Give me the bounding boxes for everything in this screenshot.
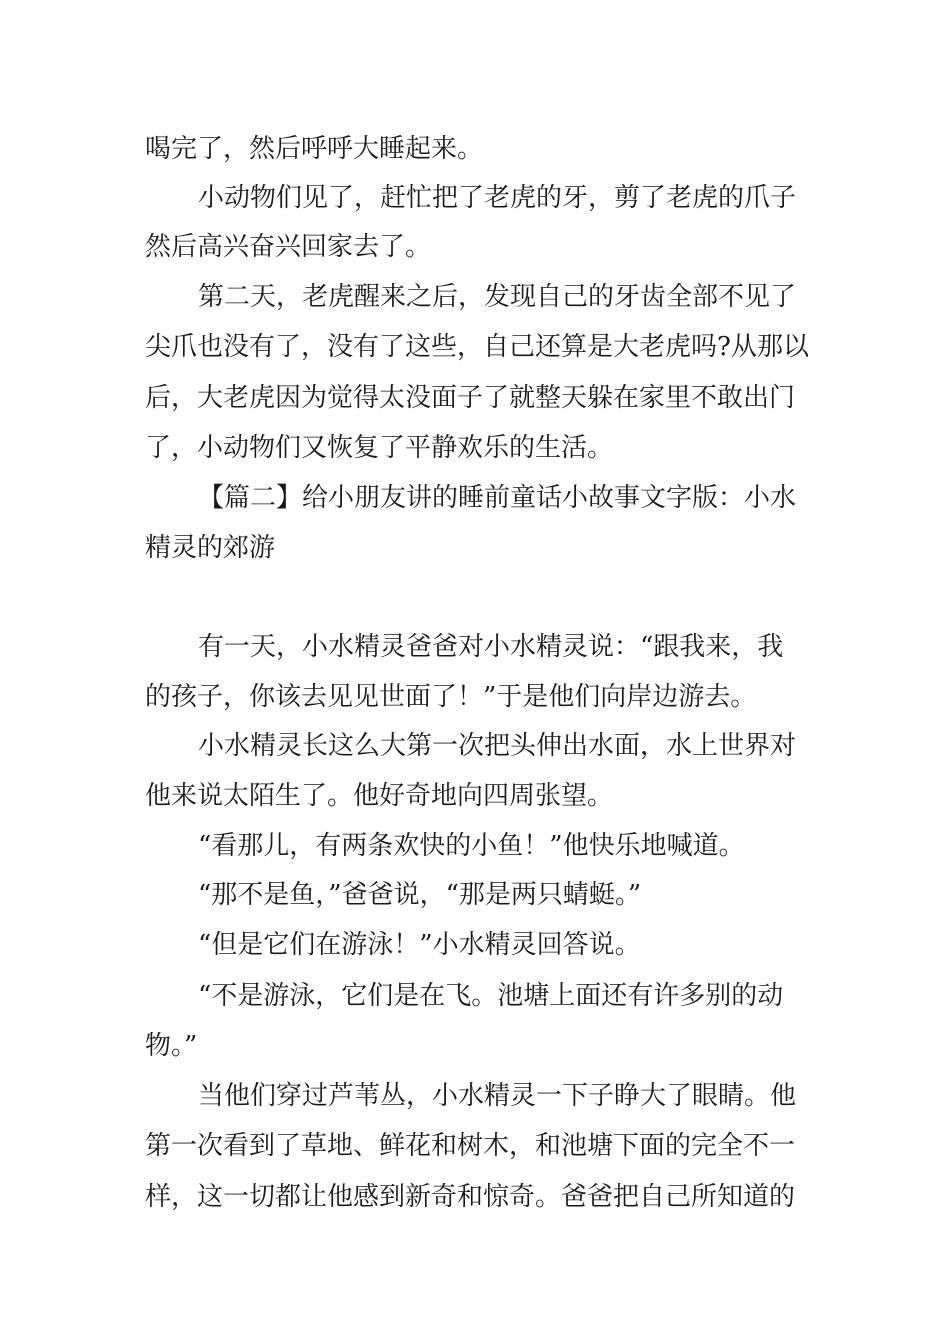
text-line: 第一次看到了草地、鲜花和树木，和池塘下面的完全不一 [145, 1131, 796, 1161]
text-line: 物。” [145, 1031, 198, 1061]
text-line: 当他们穿过芦苇丛，小水精灵一下子睁大了眼睛。他 [198, 1081, 797, 1111]
text-line: 然后高兴奋兴回家去了。 [145, 232, 432, 262]
text-line: 小动物们见了，赶忙把了老虎的牙，剪了老虎的爪子 [198, 183, 797, 213]
text-line: “看那儿，有两条欢快的小鱼！”他快乐地喊道。 [198, 831, 745, 861]
text-line: 小水精灵长这么大第一次把头伸出水面，水上世界对 [198, 731, 797, 761]
text-line: “不是游泳，它们是在飞。池塘上面还有许多别的动 [198, 981, 784, 1011]
text-line: 尖爪也没有了，没有了这些，自己还算是大老虎吗?从那以 [145, 332, 809, 362]
text-line: “那不是鱼，”爸爸说，“那是两只蜻蜓。” [198, 880, 642, 910]
text-line: 后，大老虎因为觉得太没面子了就整天躲在家里不敢出门 [145, 383, 796, 413]
text-line: “但是它们在游泳！”小水精灵回答说。 [198, 930, 641, 960]
text-line: 样，这一切都让他感到新奇和惊奇。爸爸把自己所知道的 [145, 1182, 796, 1212]
text-line: 了，小动物们又恢复了平静欢乐的生活。 [145, 433, 614, 463]
text-line: 他来说太陌生了。他好奇地向四周张望。 [145, 781, 614, 811]
section-heading: 精灵的郊游 [145, 533, 276, 563]
text-line: 有一天，小水精灵爸爸对小水精灵说：“跟我来，我 [198, 632, 784, 662]
section-heading: 【篇二】给小朋友讲的睡前童话小故事文字版：小水 [198, 483, 797, 513]
text-line: 喝完了，然后呼呼大睡起来。 [145, 134, 484, 164]
text-line: 的孩子，你该去见见世面了！”于是他们向岸边游去。 [145, 682, 757, 712]
text-line: 第二天，老虎醒来之后，发现自己的牙齿全部不见了 [198, 282, 797, 312]
